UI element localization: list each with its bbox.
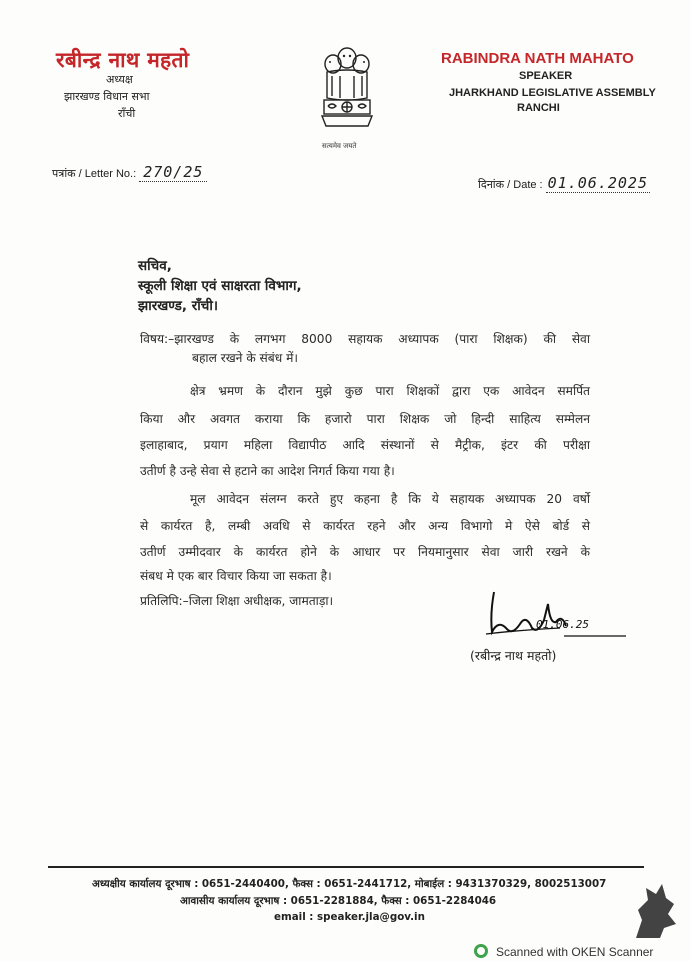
para1-line-2: किया और अवगत कराया कि हजारो पारा शिक्षक जो हिन्दी साहित्य सम्मेलन — [140, 412, 590, 426]
hindi-city: राँची — [118, 107, 136, 120]
para2-line-2: से कार्यरत है, लम्बी अवधि से कार्यरत रहने और अन्य विभागो मे ऐसे बोर्ड से — [140, 519, 590, 533]
footer-divider — [48, 866, 644, 868]
letter-number — [52, 163, 207, 181]
english-name: RABINDRA NATH MAHATO — [441, 50, 634, 67]
national-emblem-icon — [318, 40, 376, 140]
para2-line-1: मूल आवेदन संलग्न करते हुए कहना है कि ये सहायक अध्यापक 20 वर्षो — [190, 492, 590, 506]
signatory-name: (रबीन्द्र नाथ महतो) — [470, 648, 557, 663]
footer-residence-phone: आवासीय कार्यालय दूरभाष : 0651-2281884, फैक्स : 0651-2284046 — [180, 895, 497, 907]
hindi-title: अध्यक्ष — [106, 73, 133, 86]
scan-smudge — [628, 880, 678, 940]
hindi-assembly: झारखण्ड विधान सभा — [64, 90, 150, 103]
english-assembly: JHARKHAND LEGISLATIVE ASSEMBLY — [449, 87, 656, 99]
date-value: 01.06.2025 — [547, 174, 648, 192]
scanner-logo-icon — [474, 944, 488, 958]
date-label: दिनांक / Date : — [478, 179, 543, 191]
letter-date — [478, 174, 650, 192]
address-line-2: स्कूली शिक्षा एवं साक्षरता विभाग, — [138, 278, 302, 294]
english-city: RANCHI — [517, 102, 560, 114]
footer-office-phone: अध्यक्षीय कार्यालय दूरभाष : 0651-2440400, फैक्स : 0651-2441712, मोबाईल : 9431370329, 8002513007 — [92, 878, 607, 890]
emblem-motto: सत्यमेव जयते — [322, 142, 357, 150]
footer-email: email : speaker.jla@gov.in — [274, 911, 425, 923]
para2-line-4: संबध मे एक बार विचार किया जा सकता है। — [140, 569, 332, 583]
letter-number-label: पत्रांक / Letter No.: — [52, 168, 137, 180]
address-line-1: सचिव, — [138, 258, 172, 274]
copy-to: प्रतिलिपि:–जिला शिक्षा अधीक्षक, जामताड़ा। — [140, 594, 334, 608]
hindi-name: रबीन्द्र नाथ महतो — [56, 48, 190, 72]
signature-scribble — [480, 584, 630, 644]
address-line-3: झारखण्ड, राँची। — [138, 298, 218, 314]
letter-number-value: 270/25 — [139, 163, 207, 182]
para1-line-1: क्षेत्र भ्रमण के दौरान मुझे कुछ पारा शिक्षकों द्वारा एक आवेदन समर्पित — [190, 384, 590, 398]
english-title: SPEAKER — [519, 70, 573, 82]
subject-line-1: विषय:–झारखण्ड के लगभग 8000 सहायक अध्यापक (पारा शिक्षक) की सेवा — [140, 332, 590, 346]
para1-line-3: इलाहाबाद, प्रयाग महिला विद्यापीठ आदि संस्थानों से मैट्रीक, इंटर की परीक्षा — [140, 438, 590, 452]
signature-date: 01.06.25 — [536, 618, 589, 631]
para1-line-4: उतीर्ण है उन्हे सेवा से हटाने का आदेश निगर्त किया गया है। — [140, 464, 395, 478]
scanner-watermark: Scanned with OKEN Scanner — [496, 945, 654, 959]
para2-line-3: उतीर्ण उम्मीदवार के कार्यरत होने के आधार पर नियमानुसार सेवा जारी रखने के — [140, 545, 590, 559]
subject-line-2: बहाल रखने के संबंध में। — [192, 351, 299, 365]
